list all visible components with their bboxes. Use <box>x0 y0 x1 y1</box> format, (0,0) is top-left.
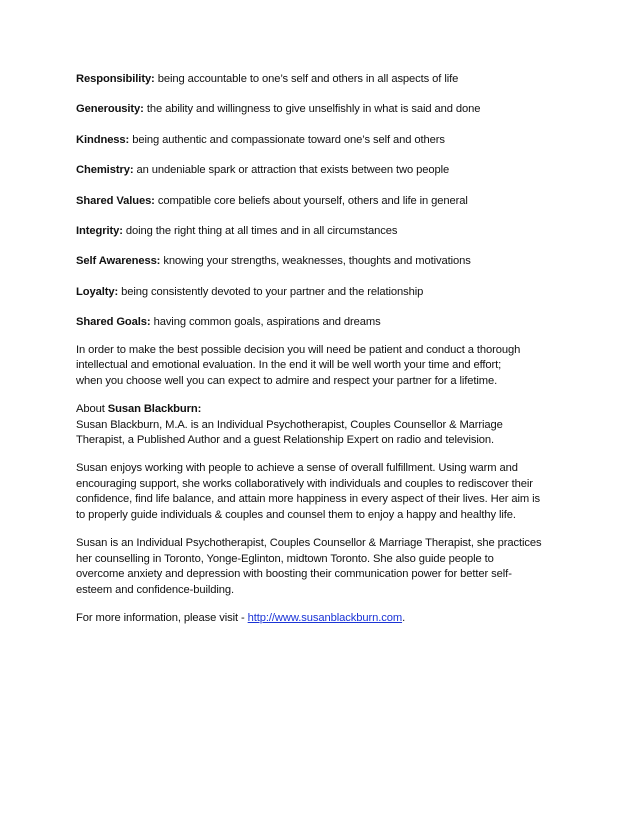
definition-integrity <box>76 224 576 240</box>
definition-term: Self Awareness: <box>76 255 161 268</box>
definition-term: Chemistry: <box>76 164 134 177</box>
definition-self-awareness <box>76 254 576 270</box>
paragraph-line: overcome anxiety and depression with boosting their communication power for better self- <box>76 568 512 581</box>
definition-text: compatible core beliefs about yourself, others and life in general <box>154 194 468 207</box>
definition-chemistry <box>76 163 576 179</box>
definition-shared-values <box>76 194 576 210</box>
definition-term: Shared Values: <box>76 194 155 207</box>
definition-loyalty <box>76 285 576 301</box>
definition-kindness <box>76 133 576 149</box>
definition-list <box>76 72 576 331</box>
definition-term: Shared Goals: <box>76 316 151 329</box>
conclusion-paragraph <box>76 343 576 390</box>
enjoys-paragraph <box>76 461 576 523</box>
definition-responsibility <box>76 72 576 88</box>
document-page <box>76 72 576 639</box>
paragraph-line: to properly guide individuals & couples and counsel them to enjoy a happy and healthy life. <box>76 509 516 522</box>
more-info-line <box>76 611 576 627</box>
paragraph-line: when you choose well you can expect to admire and respect your partner for a lifetime. <box>76 374 498 387</box>
paragraph-line: encouraging support, she works collaboratively with individuals and couples to rediscover their <box>76 477 533 490</box>
definition-text: an undeniable spark or attraction that exists between two people <box>133 164 450 177</box>
definition-shared-goals <box>76 315 576 331</box>
definition-term: Loyalty: <box>76 285 119 298</box>
about-prefix: About <box>76 403 108 415</box>
definition-text: knowing your strengths, weaknesses, thoughts and motivations <box>160 255 471 268</box>
definition-term: Kindness: <box>76 133 130 146</box>
definition-generousity <box>76 102 576 118</box>
paragraph-line: confidence, find life balance, and attain more happiness in every aspect of their lives. Her aim is <box>76 493 540 506</box>
definition-text: being authentic and compassionate toward one’s self and others <box>129 133 445 146</box>
about-paragraph <box>76 402 576 449</box>
definition-text: the ability and willingness to give unselfishly in what is said and done <box>143 103 481 116</box>
more-info-suffix: . <box>402 612 406 625</box>
definition-term: Integrity: <box>76 224 123 237</box>
about-heading <box>76 402 576 418</box>
definition-text: having common goals, aspirations and dreams <box>150 316 381 329</box>
paragraph-line: intellectual and emotional evaluation. In the end it will be well worth your time and effort; <box>76 359 502 372</box>
more-info-paragraph <box>76 611 576 627</box>
definition-text: doing the right thing at all times and in all circumstances <box>122 224 398 237</box>
website-link[interactable]: http://www.susanblackburn.com <box>247 612 403 625</box>
more-info-prefix: For more information, please visit - <box>76 612 248 625</box>
paragraph-line: In order to make the best possible decision you will need be patient and conduct a thorough <box>76 343 521 356</box>
paragraph-line: esteem and confidence-building. <box>76 583 234 596</box>
paragraph-line: her counselling in Toronto, Yonge-Eglinton, midtown Toronto. She also guide people to <box>76 552 494 565</box>
definition-term: Generousity: <box>76 103 144 116</box>
definition-term: Responsibility: <box>76 73 155 85</box>
practice-paragraph <box>76 536 576 598</box>
definition-text: being consistently devoted to your partner and the relationship <box>118 285 424 298</box>
definition-text: being accountable to one’s self and others in all aspects of life <box>154 73 459 85</box>
about-name: Susan Blackburn: <box>107 403 202 415</box>
paragraph-line: Therapist, a Published Author and a guest Relationship Expert on radio and television. <box>76 434 495 447</box>
paragraph-line: Susan enjoys working with people to achieve a sense of overall fulfillment. Using warm and <box>76 462 518 475</box>
paragraph-line: Susan is an Individual Psychotherapist, Couples Counsellor & Marriage Therapist, she practices <box>76 537 542 550</box>
paragraph-line: Susan Blackburn, M.A. is an Individual Psychotherapist, Couples Counsellor & Marriage <box>76 418 503 431</box>
